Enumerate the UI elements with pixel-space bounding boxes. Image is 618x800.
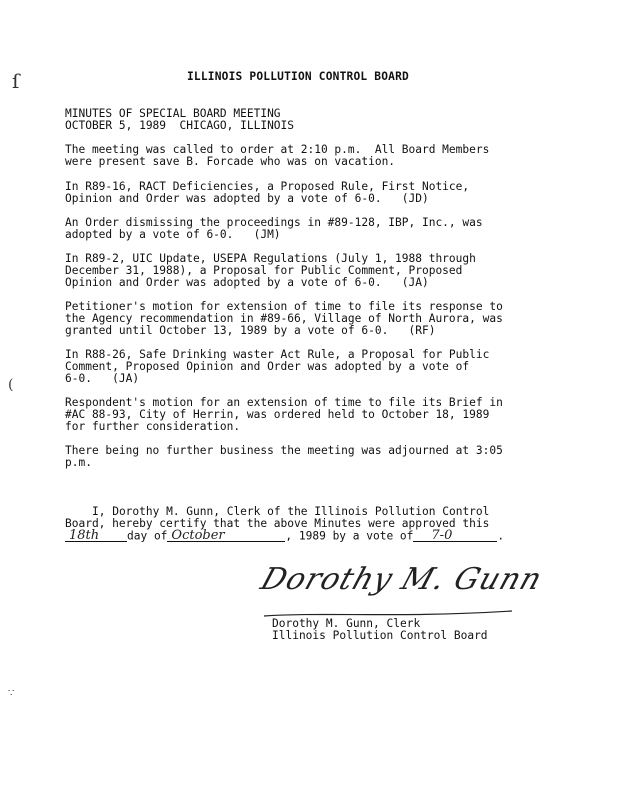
meeting-heading: MINUTES OF SPECIAL BOARD MEETING [65, 107, 281, 120]
meeting-date-location: OCTOBER 5, 1989 CHICAGO, ILLINOIS [65, 119, 295, 132]
certification-line-3 [65, 527, 505, 543]
day-value: 18th [69, 527, 100, 543]
para-3-line-1: An Order dismissing the proceedings in #89-128, IBP, Inc., was [65, 216, 483, 229]
para-7-line-2: #AC 88-93, City of Herrin, was ordered held to October 18, 1989 [65, 408, 490, 421]
vote-blank [413, 527, 497, 543]
para-4-line-2: December 31, 1988), a Proposal for Public Comment, Proposed [65, 264, 463, 277]
para-5-line-1: Petitioner's motion for extension of time to file its response to [65, 300, 503, 313]
para-6-line-1: In R88-26, Safe Drinking waster Act Rule, a Proposal for Public [65, 348, 490, 361]
para-7-line-3: for further consideration. [65, 420, 241, 433]
para-5-line-2: the Agency recommendation in #89-66, Village of North Aurora, was [65, 312, 503, 325]
margin-mark-middle: ( [8, 377, 14, 393]
para-8-line-1: There being no further business the meeting was adjourned at 3:05 [65, 444, 503, 457]
margin-mark-bottom: ∵ [8, 688, 17, 699]
certification-line-1: I, Dorothy M. Gunn, Clerk of the Illinois Pollution Control [92, 505, 490, 518]
day-blank [65, 527, 127, 543]
signatory-name: Dorothy M. Gunn, Clerk [272, 617, 421, 630]
para-2-line-1: In R89-16, RACT Deficiencies, a Proposed Rule, First Notice, [65, 180, 470, 193]
para-4-line-1: In R89-2, UIC Update, USEPA Regulations (July 1, 1988 through [65, 252, 476, 265]
margin-mark-top: ſ [12, 69, 20, 93]
signatory-organization: Illinois Pollution Control Board [272, 629, 488, 642]
certification-line-2: Board, hereby certify that the above Minutes were approved this [65, 517, 490, 530]
para-6-line-3: 6-0. (JA) [65, 372, 140, 385]
vote-value: 7-0 [431, 527, 453, 543]
month-value: October [171, 527, 225, 543]
para-6-line-2: Comment, Proposed Opinion and Order was adopted by a vote of [65, 360, 470, 373]
month-blank [167, 527, 285, 543]
certification-end: . [497, 529, 505, 543]
para-5-line-3: granted until October 13, 1989 by a vote of 6-0. (RF) [65, 324, 436, 337]
para-7-line-1: Respondent's motion for an extension of time to file its Brief in [65, 396, 503, 409]
para-1-line-2: were present save B. Forcade who was on vacation. [65, 155, 396, 168]
day-label: day of [127, 529, 168, 543]
handwritten-signature: Dorothy M. Gunn [256, 562, 547, 597]
para-1-line-1: The meeting was called to order at 2:10 p.m. All Board Members [65, 143, 490, 156]
document-title: ILLINOIS POLLUTION CONTROL BOARD [187, 70, 409, 83]
para-2-line-2: Opinion and Order was adopted by a vote of 6-0. (JD) [65, 192, 429, 205]
para-4-line-3: Opinion and Order was adopted by a vote of 6-0. (JA) [65, 276, 429, 289]
year-vote-text: , 1989 by a vote of [285, 529, 414, 543]
para-8-line-2: p.m. [65, 456, 92, 469]
para-3-line-2: adopted by a vote of 6-0. (JM) [65, 228, 281, 241]
